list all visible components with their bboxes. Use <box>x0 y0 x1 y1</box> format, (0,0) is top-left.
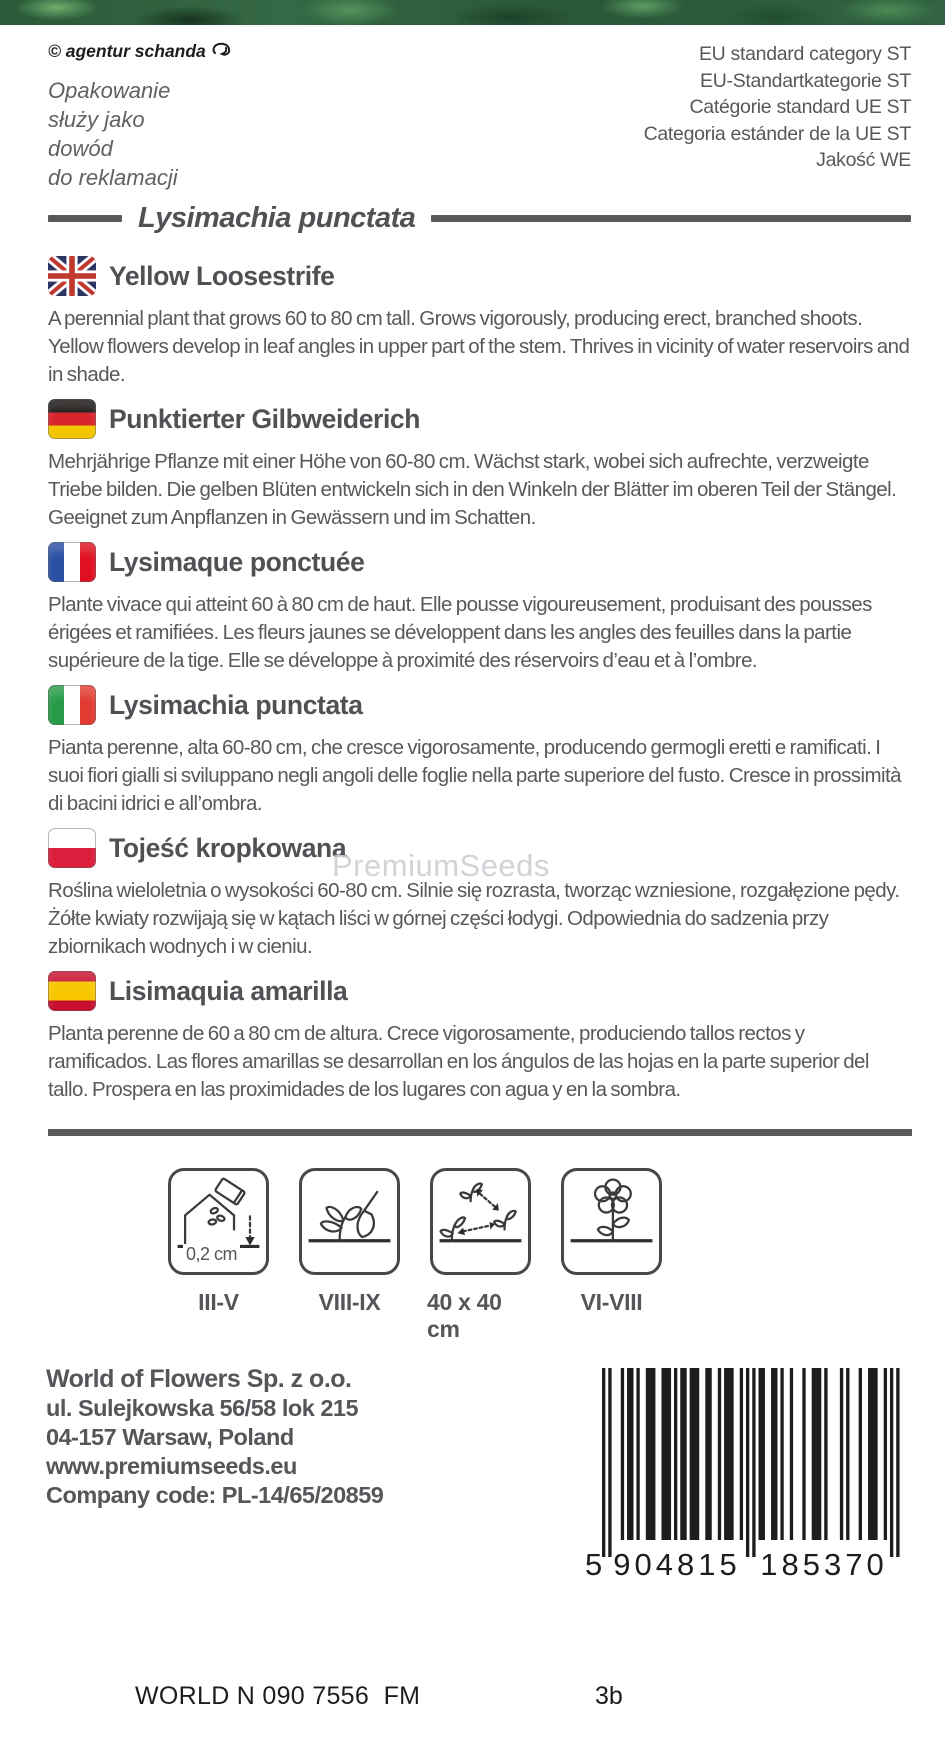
company-address-line: 04-157 Warsaw, Poland <box>46 1423 294 1450</box>
section-german <box>48 399 911 532</box>
section-body: Pianta perenne, alta 60-80 cm, che cresce vigorosamente, producendo germogli eretti e ramificati. I suoi fiori gialli si sviluppano negli angoli delle foglie nella parte superiore del fusto. Cresce in prossimità di bacini idrici e all’ombra. <box>48 736 902 815</box>
pictogram-row <box>165 1168 945 1343</box>
eu-category-line: EU-Standartkategorie ST <box>700 69 911 92</box>
pictogram-label: VIII-IX <box>318 1288 381 1315</box>
section-body: Planta perenne de 60 a 80 cm de altura. Crece vigorosamente, produciendo tallos rectos y ramificados. Las flores amarillas se desarrollan en los ángulos de las hojas en la parte superior del tallo. Prospera en las proximidades de los lugares con agua y en la sombra. <box>48 1022 869 1101</box>
copyright-text: © agentur schanda <box>48 41 206 61</box>
section-head <box>48 542 911 582</box>
pictogram-sowing <box>165 1168 272 1343</box>
title-rule-right <box>431 215 911 222</box>
section-divider <box>48 1129 912 1136</box>
packaging-note-line: dowód <box>48 136 113 161</box>
section-head <box>48 256 911 296</box>
svg-text:5: 5 <box>585 1546 607 1582</box>
bottom-row <box>46 1365 911 1588</box>
section-spanish <box>48 971 911 1104</box>
eu-category-line: EU standard category ST <box>698 43 911 65</box>
section-body: A perennial plant that grows 60 to 80 cm tall. Grows vigorously, producing erect, branched shoots. Yellow flowers develop in leaf angles in upper part of the stem. Thrives in vicinity of water reservoirs and in shade. <box>48 307 910 386</box>
section-heading: Lysimaque ponctuée <box>109 546 365 577</box>
title-row <box>48 200 911 236</box>
pictogram-flowering <box>558 1168 665 1343</box>
spain-flag-icon <box>48 971 96 1011</box>
pictogram-spacing <box>427 1168 534 1343</box>
france-flag-icon <box>48 542 96 582</box>
pictogram-label: 40 x 40 cm <box>427 1288 502 1342</box>
section-body: Mehrjährige Pflanze mit einer Höhe von 60-80 cm. Wächst stark, wobei sich aufrechte, verzweigte Triebe bilden. Die gelben Blüten entwickeln sich in den Winkeln der Blätter im oberen Teil der Stängel. Geeignet zum Anpflanzen in Gewässern und im Schatten. <box>48 450 897 529</box>
section-english <box>48 256 911 389</box>
company-code: Company code: PL-14/65/20859 <box>46 1481 384 1508</box>
ean13-barcode <box>585 1365 905 1588</box>
planting-out-icon <box>299 1168 400 1275</box>
eu-category-line: Categoria estánder de la UE ST <box>643 122 911 145</box>
descriptions <box>0 256 945 1104</box>
section-body: Roślina wieloletnia o wysokości 60-80 cm. Silnie się rozrasta, tworząc wzniesione, rozgałęzione pędy. Żółte kwiaty rozwijają się w kątach liści w górnej części łodygi. Odpowiednia do sadzenia przy zbiornikach wodnych i w cieniu. <box>48 879 900 958</box>
flowering-period-icon <box>561 1168 662 1275</box>
foliage-photo-strip <box>0 0 945 25</box>
section-french <box>48 542 911 675</box>
section-head <box>48 971 911 1011</box>
section-heading: Lysimachia punctata <box>109 689 363 720</box>
packaging-note-line: Opakowanie <box>48 78 171 103</box>
pictogram-planting-out <box>296 1168 403 1343</box>
company-address-line: ul. Sulejkowska 56/58 lok 215 <box>46 1394 359 1421</box>
section-heading: Tojeść kropkowana <box>109 832 347 863</box>
section-body: Plante vivace qui atteint 60 à 80 cm de haut. Elle pousse vigoureusement, produisant des pousses érigées et ramifiées. Les fleurs jaunes se développent dans les angles des feuilles dans la partie supérieure de la tige. Elle se développe à proximité des réservoirs d’eau et à l’ombre. <box>48 593 872 672</box>
title-rule-left <box>48 215 122 222</box>
latin-name-title: Lysimachia punctata <box>138 201 416 234</box>
header-left <box>48 41 232 192</box>
section-heading: Yellow Loosestrife <box>109 260 335 291</box>
sowing-depth-note: 0,2 cm <box>183 1244 240 1265</box>
company-name: World of Flowers Sp. z o.o. <box>46 1364 352 1393</box>
footer-row <box>0 1682 945 1714</box>
copyright-line <box>48 41 232 62</box>
company-info <box>46 1365 383 1510</box>
plate-code: 3b <box>595 1682 623 1710</box>
italy-flag-icon <box>48 685 96 725</box>
germany-flag-icon <box>48 399 96 439</box>
sowing-depth-icon <box>168 1168 269 1275</box>
recycle-icon <box>212 41 232 62</box>
packaging-note <box>48 76 232 192</box>
section-head <box>48 399 911 439</box>
batch-number: WORLD N 090 7556 FM <box>135 1682 421 1710</box>
svg-text:904815: 904815 <box>613 1546 741 1582</box>
pictogram-label: VI-VIII <box>580 1288 643 1315</box>
section-heading: Lisimaquia amarilla <box>109 975 348 1006</box>
premiumseeds-watermark: PremiumSeeds <box>332 848 550 883</box>
eu-category-line: Catégorie standard UE ST <box>689 96 911 118</box>
pictogram-label: III-V <box>198 1288 239 1315</box>
eu-category-line: Jakość WE <box>816 149 911 171</box>
svg-text:185370: 185370 <box>760 1546 888 1582</box>
uk-flag-icon <box>48 256 96 296</box>
company-website: www.premiumseeds.eu <box>46 1452 297 1479</box>
plant-spacing-icon <box>430 1168 531 1275</box>
header <box>0 25 945 192</box>
packaging-note-line: do reklamacji <box>48 165 178 190</box>
poland-flag-icon <box>48 828 96 868</box>
eu-category-block <box>644 41 911 192</box>
section-heading: Punktierter Gilbweiderich <box>109 403 421 434</box>
section-head <box>48 685 911 725</box>
section-italian <box>48 685 911 818</box>
packaging-note-line: służy jako <box>48 107 145 132</box>
